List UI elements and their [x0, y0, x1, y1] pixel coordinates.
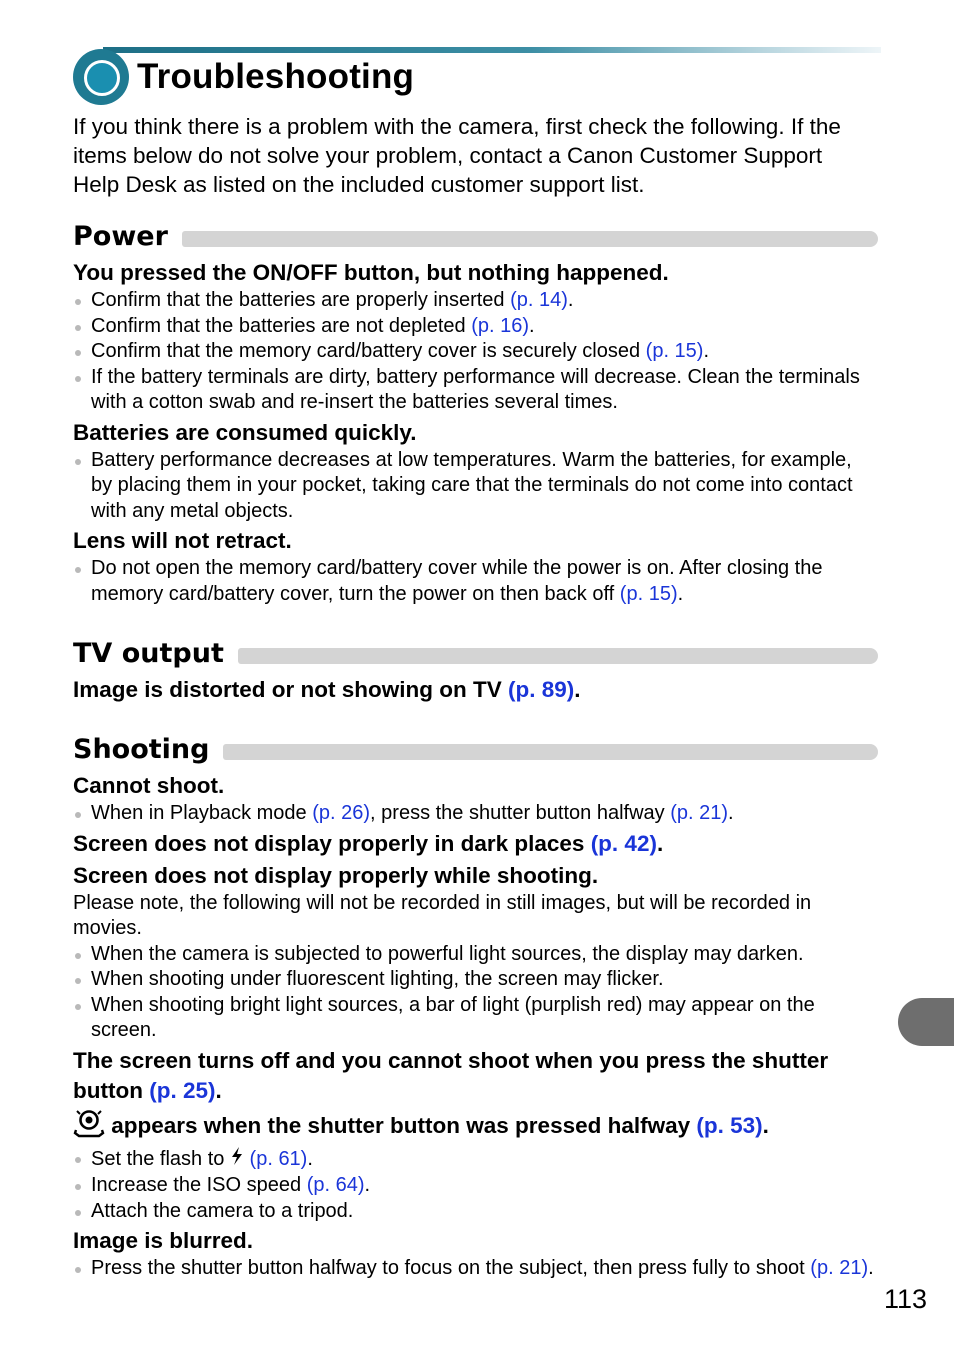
list-item: Attach the camera to a tripod. [73, 1199, 878, 1225]
question-cannot-shoot: Cannot shoot. [73, 773, 225, 798]
page-link[interactable]: (p. 26) [312, 802, 371, 824]
list-item: Press the shutter button halfway to focus on the subject, then press fully to shoot (p. 21). [73, 1256, 878, 1282]
list-item: When in Playback mode (p. 26), press the shutter button halfway (p. 21). [73, 801, 878, 827]
section-bar [182, 231, 878, 247]
bullet-list [73, 1256, 878, 1282]
question-shake-icon: appears when the shutter button was pressed halfway (p. 53). [73, 1108, 878, 1146]
list-item: When shooting under fluorescent lighting, the screen may flicker. [73, 967, 878, 993]
spacer [73, 705, 878, 727]
section-title: Power [73, 221, 168, 252]
section-power-heading [73, 216, 878, 258]
section-tv-heading [73, 633, 878, 675]
question-batteries: Batteries are consumed quickly. [73, 419, 417, 445]
bullet-list [73, 801, 878, 827]
page-link[interactable]: (p. 14) [510, 289, 568, 311]
chapter-circle-icon [73, 49, 129, 105]
bullet-list [73, 942, 878, 1044]
question-on-off: You pressed the ON/OFF button, but nothing happened. [73, 260, 669, 285]
section-bar [223, 744, 878, 760]
page-link[interactable]: (p. 15) [619, 582, 678, 605]
intro-text: If you think there is a problem with the camera, first check the following. If the items below do not solve your problem, contact a Canon Customer Support Help Desk as listed on the included customer support list. [73, 114, 841, 197]
page-link[interactable]: (p. 16) [471, 314, 530, 337]
question-screen-off: The screen turns off and you cannot shoot when you press the shutter button (p. 25). [73, 1047, 829, 1103]
bullet-list [73, 1146, 878, 1225]
header-rule [103, 47, 881, 53]
question-dark-places: Screen does not display properly in dark places (p. 42). [73, 830, 664, 856]
list-item: Confirm that the batteries are not depleted (p. 16). [73, 314, 878, 340]
page-link[interactable]: (p. 61) [243, 1147, 308, 1170]
question-tv: Image is distorted or not showing on TV (p. 89). [73, 677, 581, 702]
list-item: If the battery terminals are dirty, battery performance will decrease. Clean the terminals with a cotton swab and re-insert the batteries several times. [73, 365, 878, 416]
list-item: Increase the ISO speed (p. 64). [73, 1173, 878, 1199]
page-link[interactable]: (p. 89) [508, 677, 575, 702]
list-item: Battery performance decreases at low temperatures. Warm the batteries, for example, by placing them in your pocket, taking care that the terminals do not come into contact with any metal objects. [73, 448, 878, 525]
content [73, 214, 878, 1284]
page-title: Troubleshooting [137, 57, 415, 96]
chapter-circle-inner [84, 60, 120, 96]
flash-icon [230, 1146, 244, 1174]
list-item: When the camera is subjected to powerful light sources, the display may darken. [73, 942, 878, 968]
bullet-list [73, 556, 878, 607]
question-display-shooting: Screen does not display properly while shooting. [73, 862, 599, 888]
list-item: When shooting bright light sources, a bar of light (purplish red) may appear on the screen. [73, 993, 878, 1044]
question-blurred: Image is blurred. [73, 1228, 254, 1253]
list-item: Set the flash to (p. 61). [73, 1146, 878, 1174]
page-link[interactable]: (p. 21) [810, 1257, 869, 1279]
chapter-side-tab [898, 998, 954, 1046]
section-bar [238, 648, 878, 664]
page-header [73, 46, 881, 106]
camera-shake-icon [73, 1108, 105, 1146]
page-number: 113 [884, 1284, 928, 1314]
page-link[interactable]: (p. 25) [149, 1077, 216, 1103]
list-item: Confirm that the memory card/battery cover is securely closed (p. 15). [73, 339, 878, 365]
list-item: Do not open the memory card/battery cover while the power is on. After closing the memory card/battery cover, turn the power on then back off (p. 15). [73, 556, 878, 607]
list-item: Confirm that the batteries are properly inserted (p. 14). [73, 288, 878, 314]
page-link[interactable]: (p. 21) [670, 802, 729, 824]
spacer [73, 609, 878, 631]
section-shooting-heading [73, 729, 878, 771]
page-link[interactable]: (p. 64) [306, 1174, 365, 1196]
section-title: TV output [73, 638, 224, 669]
bullet-list [73, 288, 878, 416]
question-lens: Lens will not retract. [73, 528, 292, 553]
section-title: Shooting [73, 734, 210, 765]
page-link[interactable]: (p. 15) [645, 340, 704, 362]
bullet-list [73, 448, 878, 525]
note-text: Please note, the following will not be recorded in still images, but will be recorded in movies. [73, 891, 812, 939]
page-link[interactable]: (p. 42) [590, 830, 657, 856]
page-link[interactable]: (p. 53) [696, 1112, 763, 1138]
